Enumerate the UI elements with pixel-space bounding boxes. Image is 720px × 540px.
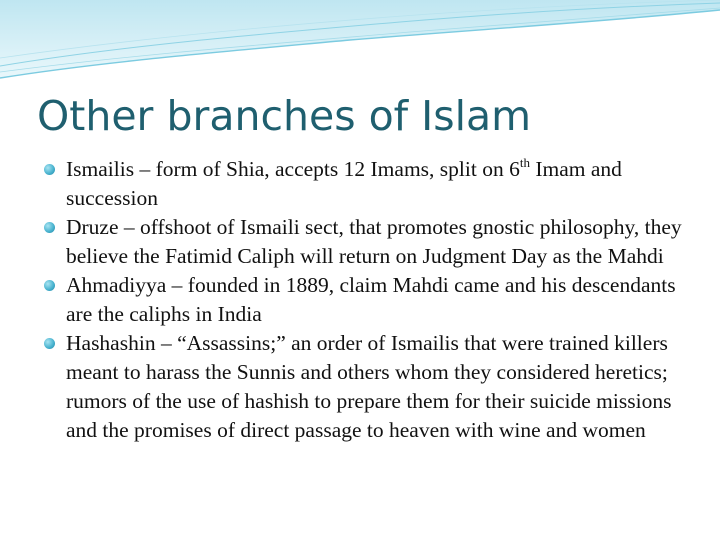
bullet-dot-icon [44,280,55,291]
bullet-text: Ismailis – form of Shia, accepts 12 Imams, split on 6 [66,157,520,181]
bullet-text: Hashashin – “Assassins;” an order of Ismailis that were trained killers meant to harass the Sunnis and others whom they considered heretics; rumors of the use of hashish to prepare them for their suicide missions and the promises of direct passage to heaven with wine and women [66,331,672,442]
bullet-item-ismailis [44,155,694,213]
bullet-item-druze [44,213,694,271]
bullet-dot-icon [44,164,55,175]
header-wave-decoration [0,0,720,90]
bullet-item-hashashin [44,329,694,445]
bullet-dot-icon [44,338,55,349]
slide-title: Other branches of Islam [37,92,532,140]
bullet-list [44,155,694,445]
bullet-superscript: th [519,154,530,170]
bullet-dot-icon [44,222,55,233]
bullet-item-ahmadiyya [44,271,694,329]
bullet-text: Druze – offshoot of Ismaili sect, that promotes gnostic philosophy, they believe the Fatimid Caliph will return on Judgment Day as the Mahdi [66,215,682,268]
bullet-text-continued: Imam and succession [66,157,622,210]
bullet-text: Ahmadiyya – founded in 1889, claim Mahdi came and his descendants are the caliphs in India [66,273,676,326]
